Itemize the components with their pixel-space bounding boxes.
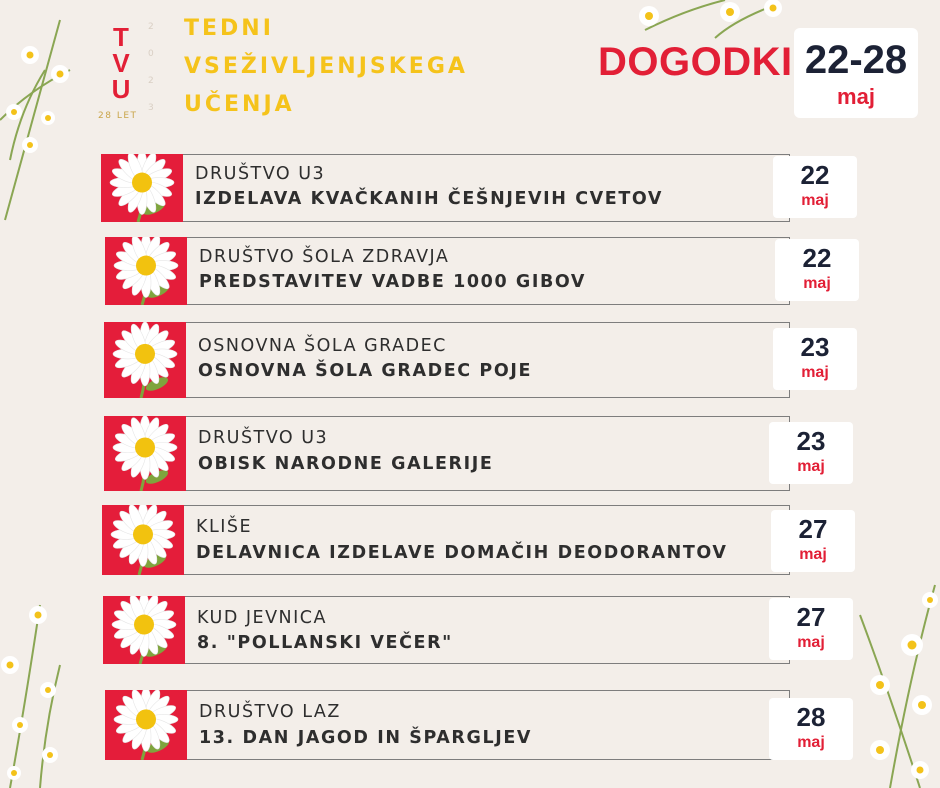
page-title: [184, 10, 468, 124]
event-title: DELAVNICA IZDELAVE DOMAČIH DEODORANTOV: [196, 543, 728, 563]
event-date-card: [773, 156, 857, 218]
event-thumbnail: [105, 237, 187, 305]
event-month: maj: [801, 364, 829, 381]
title-line: TEDNI: [184, 16, 274, 41]
logo-digit: 0: [148, 49, 154, 59]
event-day: 22: [800, 160, 830, 190]
daisy-icon: [104, 416, 186, 491]
tvu-logo: [106, 24, 136, 102]
event-title: 13. DAN JAGOD IN ŠPARGLJEV: [199, 728, 533, 748]
event-organizer: DRUŠTVO U3: [195, 164, 326, 184]
event-organizer: DRUŠTVO LAZ: [199, 702, 341, 722]
logo-digit: 2: [148, 22, 154, 32]
event-day: 23: [796, 426, 826, 456]
event-date-card: [773, 328, 857, 390]
event-title: PREDSTAVITEV VADBE 1000 GIBOV: [199, 272, 587, 292]
logo-digit: 3: [148, 103, 154, 113]
event-thumbnail: [102, 505, 184, 575]
event-thumbnail: [101, 154, 183, 222]
event-frame: [185, 690, 790, 760]
event-thumbnail: [103, 596, 185, 664]
event-row: [105, 690, 790, 760]
logo-letter: V: [112, 48, 130, 78]
event-frame: [184, 322, 790, 398]
event-date-card: [769, 698, 853, 760]
date-range-card: [794, 28, 918, 118]
event-day: 23: [800, 332, 830, 362]
event-thumbnail: [105, 690, 187, 760]
event-row: [103, 596, 790, 664]
daisy-cluster-bottom-right-icon: [850, 575, 940, 788]
logo-year-digits: [148, 14, 158, 122]
events-heading: DOGODKI: [598, 40, 793, 84]
event-organizer: DRUŠTVO ŠOLA ZDRAVJA: [199, 247, 450, 267]
event-title: 8. "POLLANSKI VEČER": [197, 633, 453, 653]
event-day: 27: [796, 602, 826, 632]
event-organizer: OSNOVNA ŠOLA GRADEC: [198, 336, 447, 356]
event-row: [104, 416, 790, 491]
event-title: OBISK NARODNE GALERIJE: [198, 454, 494, 474]
event-frame: [183, 596, 790, 664]
event-thumbnail: [104, 322, 186, 398]
daisy-icon: [105, 237, 187, 305]
logo-digit: 2: [148, 76, 154, 86]
event-row: [102, 505, 790, 575]
event-thumbnail: [104, 416, 186, 491]
event-organizer: DRUŠTVO U3: [198, 428, 329, 448]
event-row: [101, 154, 790, 222]
title-line: VSEŽIVLJENJSKEGA: [184, 54, 468, 79]
event-month: maj: [799, 546, 827, 563]
daisy-icon: [103, 596, 185, 664]
daisy-cluster-top-left-icon: [0, 0, 80, 230]
event-date-card: [775, 239, 859, 301]
event-month: maj: [801, 192, 829, 209]
event-title: OSNOVNA ŠOLA GRADEC POJE: [198, 361, 532, 381]
event-row: [104, 322, 790, 398]
event-month: maj: [797, 734, 825, 751]
event-row: [105, 237, 790, 305]
daisy-icon: [101, 154, 183, 222]
event-month: maj: [803, 275, 831, 292]
daisy-icon: [104, 322, 186, 398]
logo-letter: T: [113, 22, 129, 52]
event-organizer: KLIŠE: [196, 517, 253, 537]
daisy-cluster-top-right-icon: [625, 0, 785, 40]
event-day: 22: [802, 243, 832, 273]
daisy-icon: [105, 690, 187, 760]
daisy-icon: [102, 505, 184, 575]
title-line: UČENJA: [184, 92, 295, 117]
event-day: 28: [796, 702, 826, 732]
event-day: 27: [798, 514, 828, 544]
event-month: maj: [797, 458, 825, 475]
daisy-cluster-bottom-left-icon: [0, 585, 75, 788]
date-range: 22-28: [804, 38, 908, 82]
event-date-card: [771, 510, 855, 572]
event-month: maj: [797, 634, 825, 651]
event-title: IZDELAVA KVAČKANIH ČEŠNJEVIH CVETOV: [195, 189, 664, 209]
logo-years-label: 28 LET: [98, 111, 138, 121]
event-organizer: KUD JEVNICA: [197, 608, 327, 628]
event-date-card: [769, 422, 853, 484]
event-date-card: [769, 598, 853, 660]
date-range-month: maj: [837, 84, 875, 109]
event-frame: [182, 505, 790, 575]
logo-letter: U: [111, 74, 131, 104]
